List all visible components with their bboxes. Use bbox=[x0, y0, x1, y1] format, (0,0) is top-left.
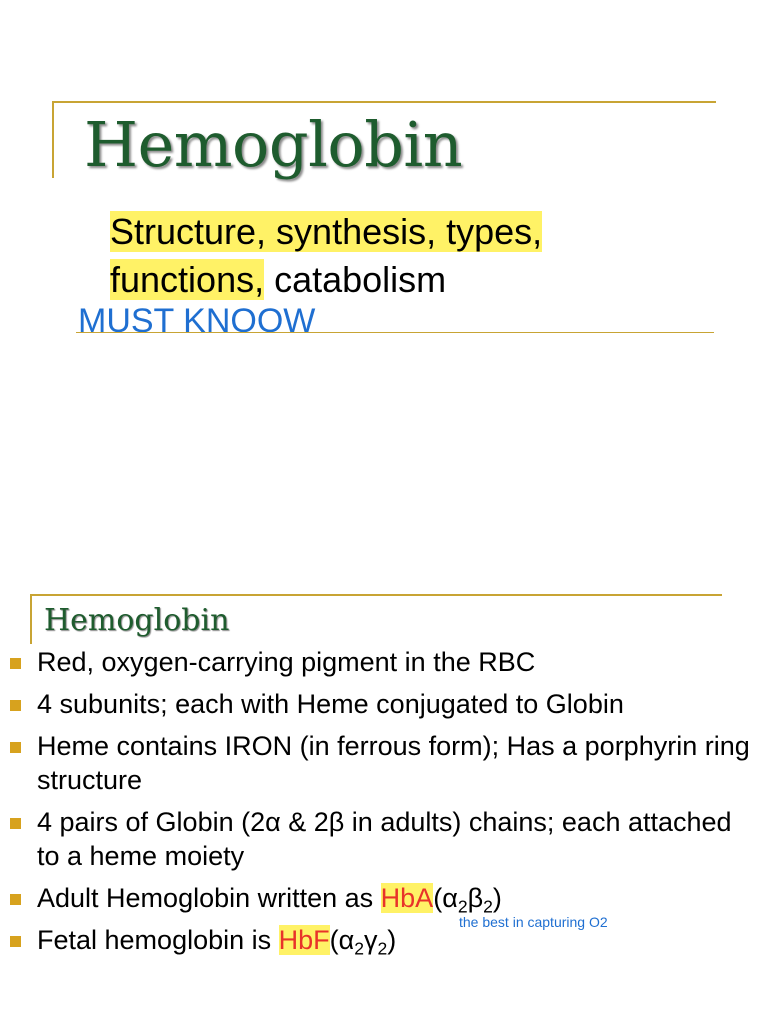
alpha-symbol: α bbox=[265, 807, 281, 837]
square-bullet-icon bbox=[10, 700, 21, 711]
bullet-text-start: Adult Hemoglobin written as bbox=[37, 883, 381, 913]
formula-close: ) bbox=[492, 883, 502, 913]
subtitle-highlight-line1: Structure, synthesis, types, bbox=[110, 211, 543, 252]
list-item bbox=[10, 805, 760, 873]
slide2-title: Hemoglobin bbox=[44, 603, 230, 638]
formula-close: ) bbox=[387, 925, 397, 955]
formula-open: (α bbox=[329, 925, 355, 955]
square-bullet-icon bbox=[10, 818, 21, 829]
formula-greek: γ bbox=[364, 925, 378, 955]
slide1-subtitle bbox=[110, 208, 542, 304]
formula-open: (α bbox=[433, 883, 458, 913]
square-bullet-icon bbox=[10, 742, 21, 753]
hbf-term: HbF bbox=[278, 925, 330, 955]
bullet-text-start: Fetal hemoglobin is bbox=[37, 925, 279, 955]
subtitle-highlight-line2: functions, bbox=[110, 259, 265, 300]
formula-subscript: 2 bbox=[377, 938, 388, 959]
hba-annotation: the best in capturing O2 bbox=[459, 914, 608, 930]
bullet-text: 4 subunits; each with Heme conjugated to Globin bbox=[37, 689, 624, 719]
formula-subscript: 2 bbox=[483, 896, 493, 917]
bullet-list bbox=[10, 645, 760, 965]
formula-subscript: 2 bbox=[457, 896, 468, 917]
bullet-text: Red, oxygen-carrying pigment in the RBC bbox=[37, 647, 536, 677]
bullet-text-start: 4 pairs of Globin (2 bbox=[37, 807, 266, 837]
square-bullet-icon bbox=[10, 894, 21, 905]
bullet-text-end: in adults) chains; each attached to a heme moiety bbox=[37, 807, 732, 871]
formula-greek: β bbox=[467, 883, 484, 913]
square-bullet-icon bbox=[10, 936, 21, 947]
bullet-text: Heme contains IRON (in ferrous form); Has a porphyrin ring structure bbox=[37, 731, 750, 795]
list-item bbox=[10, 729, 760, 797]
beta-symbol: β bbox=[328, 807, 345, 837]
bullet-text-mid: & 2 bbox=[280, 807, 329, 837]
slide1-bottom-rule bbox=[76, 332, 714, 333]
slide1-top-rule bbox=[52, 101, 716, 103]
square-bullet-icon bbox=[10, 658, 21, 669]
hba-term: HbA bbox=[380, 883, 434, 913]
list-item bbox=[10, 687, 760, 721]
list-item bbox=[10, 645, 760, 679]
slide1-title: Hemoglobin bbox=[84, 108, 463, 181]
formula-subscript: 2 bbox=[354, 938, 365, 959]
slide2-top-rule bbox=[30, 594, 722, 596]
list-item bbox=[10, 923, 760, 957]
slide2-left-rule bbox=[30, 594, 32, 644]
must-know-note: MUST KNOOW bbox=[78, 302, 316, 340]
list-item bbox=[10, 881, 760, 915]
slide1-left-rule bbox=[52, 101, 54, 178]
subtitle-plain-text: catabolism bbox=[264, 259, 447, 300]
